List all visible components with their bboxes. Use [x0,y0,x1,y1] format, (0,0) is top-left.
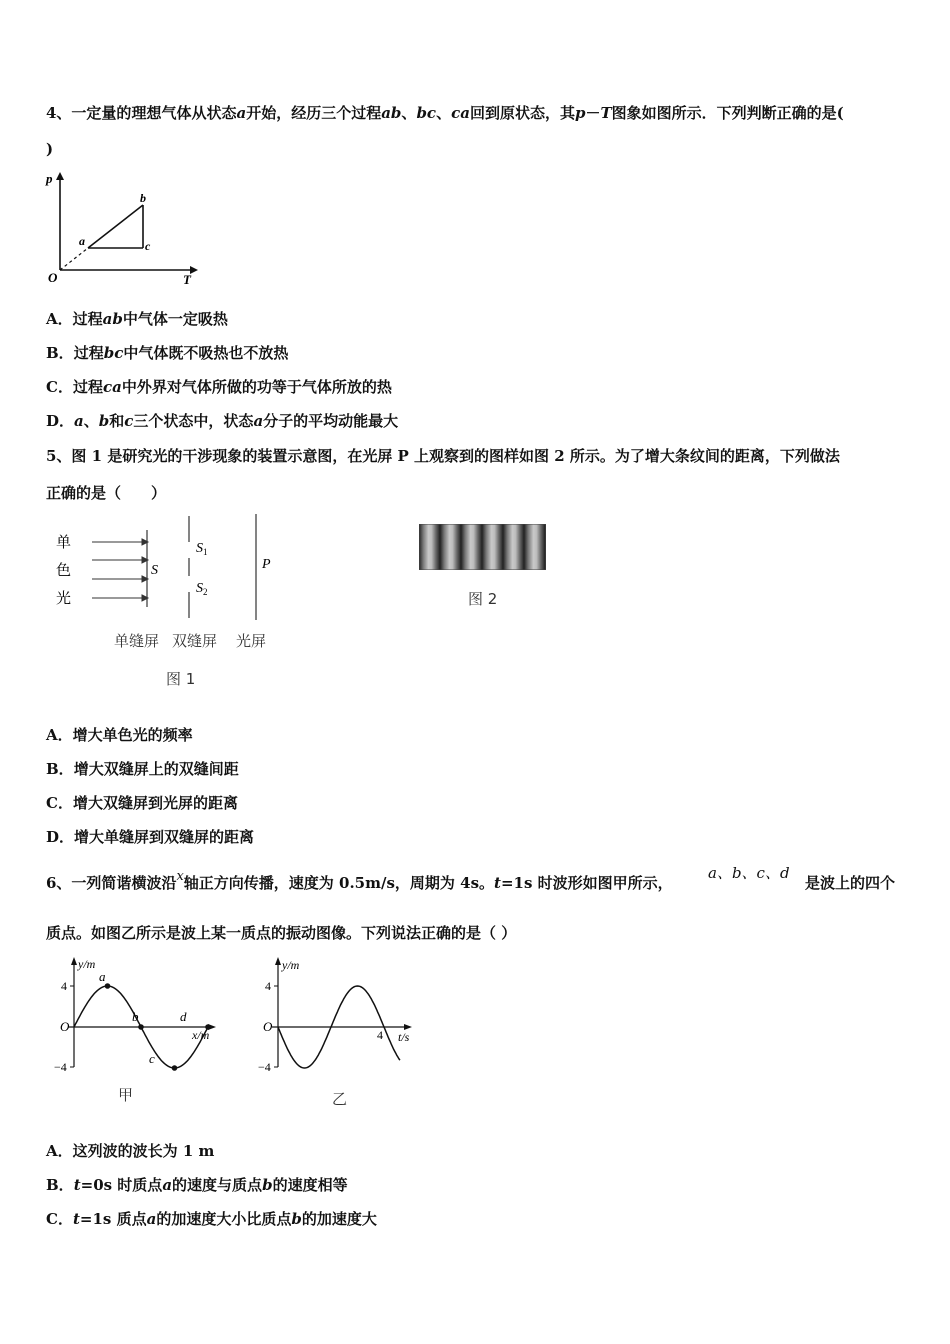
point-b [138,1024,144,1030]
q6-option-a[interactable]: A．这列波的波长为 1 m [46,1142,215,1160]
p-label: p [46,171,53,186]
point-b-label: b [140,191,146,205]
yi-y-top: 4 [265,979,271,993]
origin-label: O [48,270,58,285]
p-axis-arrow [56,172,64,180]
light-char-2: 色 [56,563,72,579]
jia-label-b: b [132,1009,139,1024]
q5-option-c[interactable]: C．增大双缝屏到光屏的距离 [46,794,238,812]
jia-label-d: d [180,1009,187,1024]
label-single-slit-screen: 单缝屏 [114,632,160,650]
q6-points-label: a、b、c、d [708,864,790,882]
q5-stem-line1: 5、图 1 是研究光的干涉现象的装置示意图，在光屏 P 上观察到的图样如图 2 所示。为了增大条纹间的距离，下列做法 [46,447,840,465]
jia-label-a: a [99,969,106,984]
t-axis-arrow [190,266,198,274]
q4-option-d[interactable]: D．a、b和c三个状态中，状态a分子的平均动能最大 [46,412,399,430]
light-arrows [92,539,148,601]
process-ab [88,205,143,248]
q6-option-c[interactable]: C．t=1s 质点a的加速度大小比质点b的加速度大 [46,1210,377,1228]
label-light-screen: 光屏 [236,632,267,650]
yi-tick-4: 4 [377,1028,383,1042]
light-char-3: 光 [56,591,72,607]
q5-stem-line2: 正确的是（ ） [46,484,167,502]
screen-p-label: P [262,557,271,572]
point-a-label: a [79,234,85,248]
jia-y-top: 4 [61,979,67,993]
q5-option-b[interactable]: B．增大双缝屏上的双缝间距 [46,760,239,778]
point-c-label: c [145,239,151,253]
q4-option-c[interactable]: C．过程ca中外界对气体所做的功等于气体所放的热 [46,378,392,396]
dashed-extension [60,248,88,270]
jia-origin: O [60,1019,70,1034]
point-a [105,983,111,989]
yi-xlabel: t/s [398,1030,410,1044]
yi-ylabel: y/m [282,958,300,972]
yi-origin: O [263,1019,273,1034]
q6-stem-line2: 质点。如图乙所示是波上某一质点的振动图像。下列说法正确的是（ ） [46,924,517,942]
fig2-caption: 图 2 [468,590,498,608]
slit-s1-label: $S_1$ [196,541,208,557]
q6-stem-tail: 是波上的四个 [805,874,896,892]
q6-graph-yi [258,955,428,1075]
slit-s-label: S [151,563,158,578]
q6-option-b[interactable]: B．t=0s 时质点a的速度与质点b的速度相等 [46,1176,348,1194]
slit-s2-label: $S_2$ [196,581,208,597]
jia-y-bottom: −4 [54,1060,67,1074]
light-char-1: 单 [56,535,72,551]
jia-label-c: c [149,1051,155,1066]
jia-xlabel: x/m [192,1028,210,1042]
yi-y-bottom: −4 [258,1060,271,1074]
q4-pt-graph [40,168,200,286]
q4-option-b[interactable]: B．过程bc中气体既不吸热也不放热 [46,344,289,362]
q5-option-d[interactable]: D．增大单缝屏到双缝屏的距离 [46,828,255,846]
yi-caption: 乙 [332,1090,348,1108]
interference-pattern [419,524,546,570]
jia-caption: 甲 [118,1086,134,1104]
jia-ylabel: y/m [78,957,96,971]
q5-option-a[interactable]: A．增大单色光的频率 [46,726,193,744]
label-double-slit-screen: 双缝屏 [172,632,218,650]
fig1-caption: 图 1 [166,670,196,688]
t-label: T [183,272,191,286]
q4-stem-close: ) [46,140,54,158]
q6-graph-jia [50,955,230,1075]
q4-stem: 4、一定量的理想气体从状态a开始，经历三个过程ab、bc、ca回到原状态，其p－T图象如图所示．下列判断正确的是( [46,104,844,122]
q4-option-a[interactable]: A．过程ab中气体一定吸热 [46,310,228,328]
point-c [172,1065,178,1071]
q5-fig1-apparatus [50,512,290,632]
q6-stem-line1: 6、一列简谐横波沿x轴正方向传播，速度为 0.5m/s，周期为 4s。t=1s 时波形如图甲所示， [46,869,673,892]
q5-fig2-fringes [419,524,546,570]
